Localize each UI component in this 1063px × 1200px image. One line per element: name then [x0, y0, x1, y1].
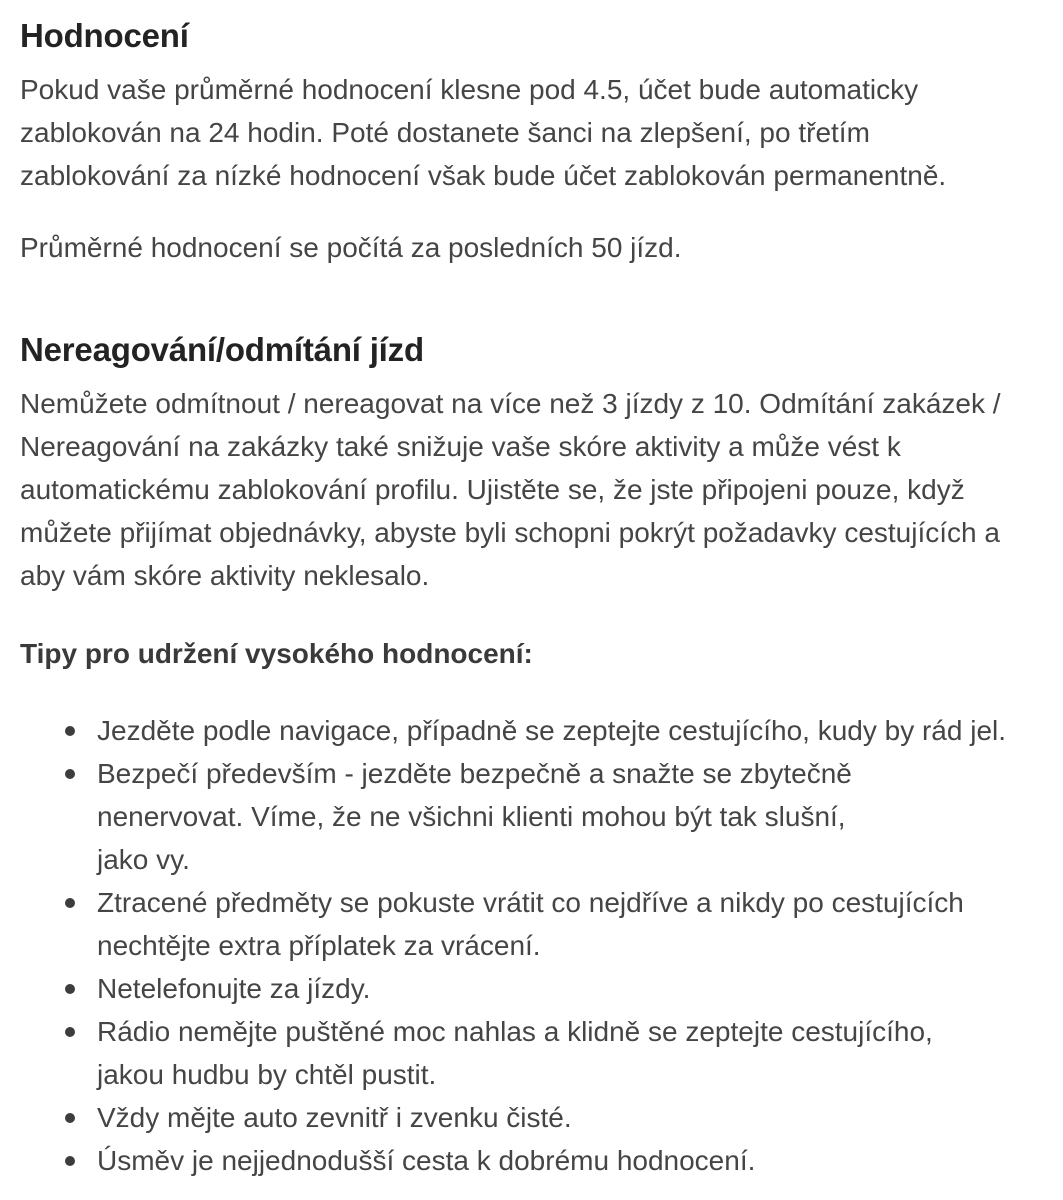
bullet-icon [65, 984, 75, 994]
tips-section [20, 632, 1043, 1182]
bullet-icon [65, 898, 75, 908]
list-item [97, 881, 1032, 967]
list-item [97, 1010, 997, 1096]
list-item-text: Bezpečí především - jezděte bezpečně a snažte se zbytečně nenervovat. Víme, že ne všichni klienti mohou být tak slušní, jako vy. [97, 758, 852, 875]
list-item-text: Jezděte podle navigace, případně se zeptejte cestujícího, kudy by rád jel. [97, 715, 1007, 746]
bullet-icon [65, 1113, 75, 1123]
rating-paragraph-2: Průměrné hodnocení se počítá za posledních 50 jízd. [20, 232, 682, 263]
rating-section [20, 14, 1043, 269]
list-item [97, 1096, 1032, 1139]
bullet-icon [65, 1027, 75, 1037]
bullet-icon [65, 726, 75, 736]
declining-paragraph: Nemůžete odmítnout / nereagovat na více než 3 jízdy z 10. Odmítání zakázek / Nereagování na zakázky také snižuje vaše skóre aktivity a může vést k automatickému zablokování profilu. Ujistěte se, že jste připojeni pouze, když můžete přijímat objednávky, abyste byli schopni pokrýt požadavky cestujících a aby vám skóre aktivity neklesalo. [20, 388, 1001, 591]
list-item-text: Úsměv je nejjednodušší cesta k dobrému hodnocení. [97, 1145, 756, 1176]
list-item [97, 1139, 1032, 1182]
list-item-text: Rádio nemějte puštěné moc nahlas a klidně se zeptejte cestujícího, jakou hudbu by chtěl pustit. [97, 1016, 933, 1090]
rating-paragraph-1: Pokud vaše průměrné hodnocení klesne pod 4.5, účet bude automaticky zablokován na 24 hodin. Poté dostanete šanci na zlepšení, po třetím zablokování za nízké hodnocení však bude účet zablokován permanentně. [20, 74, 947, 191]
bullet-icon [65, 769, 75, 779]
list-item-text: Ztracené předměty se pokuste vrátit co nejdříve a nikdy po cestujících nechtějte extra příplatek za vrácení. [97, 887, 964, 961]
bullet-icon [65, 1156, 75, 1166]
rating-heading: Hodnocení [20, 17, 189, 54]
list-item [97, 967, 1032, 1010]
declining-heading: Nereagování/odmítání jízd [20, 331, 424, 368]
list-item-text: Vždy mějte auto zevnitř i zvenku čisté. [97, 1102, 572, 1133]
tips-list [20, 709, 1043, 1182]
tips-heading: Tipy pro udržení vysokého hodnocení: [20, 638, 533, 669]
list-item-text: Netelefonujte za jízdy. [97, 973, 371, 1004]
declining-section [20, 328, 1043, 597]
list-item [97, 709, 1032, 752]
list-item [97, 752, 897, 881]
